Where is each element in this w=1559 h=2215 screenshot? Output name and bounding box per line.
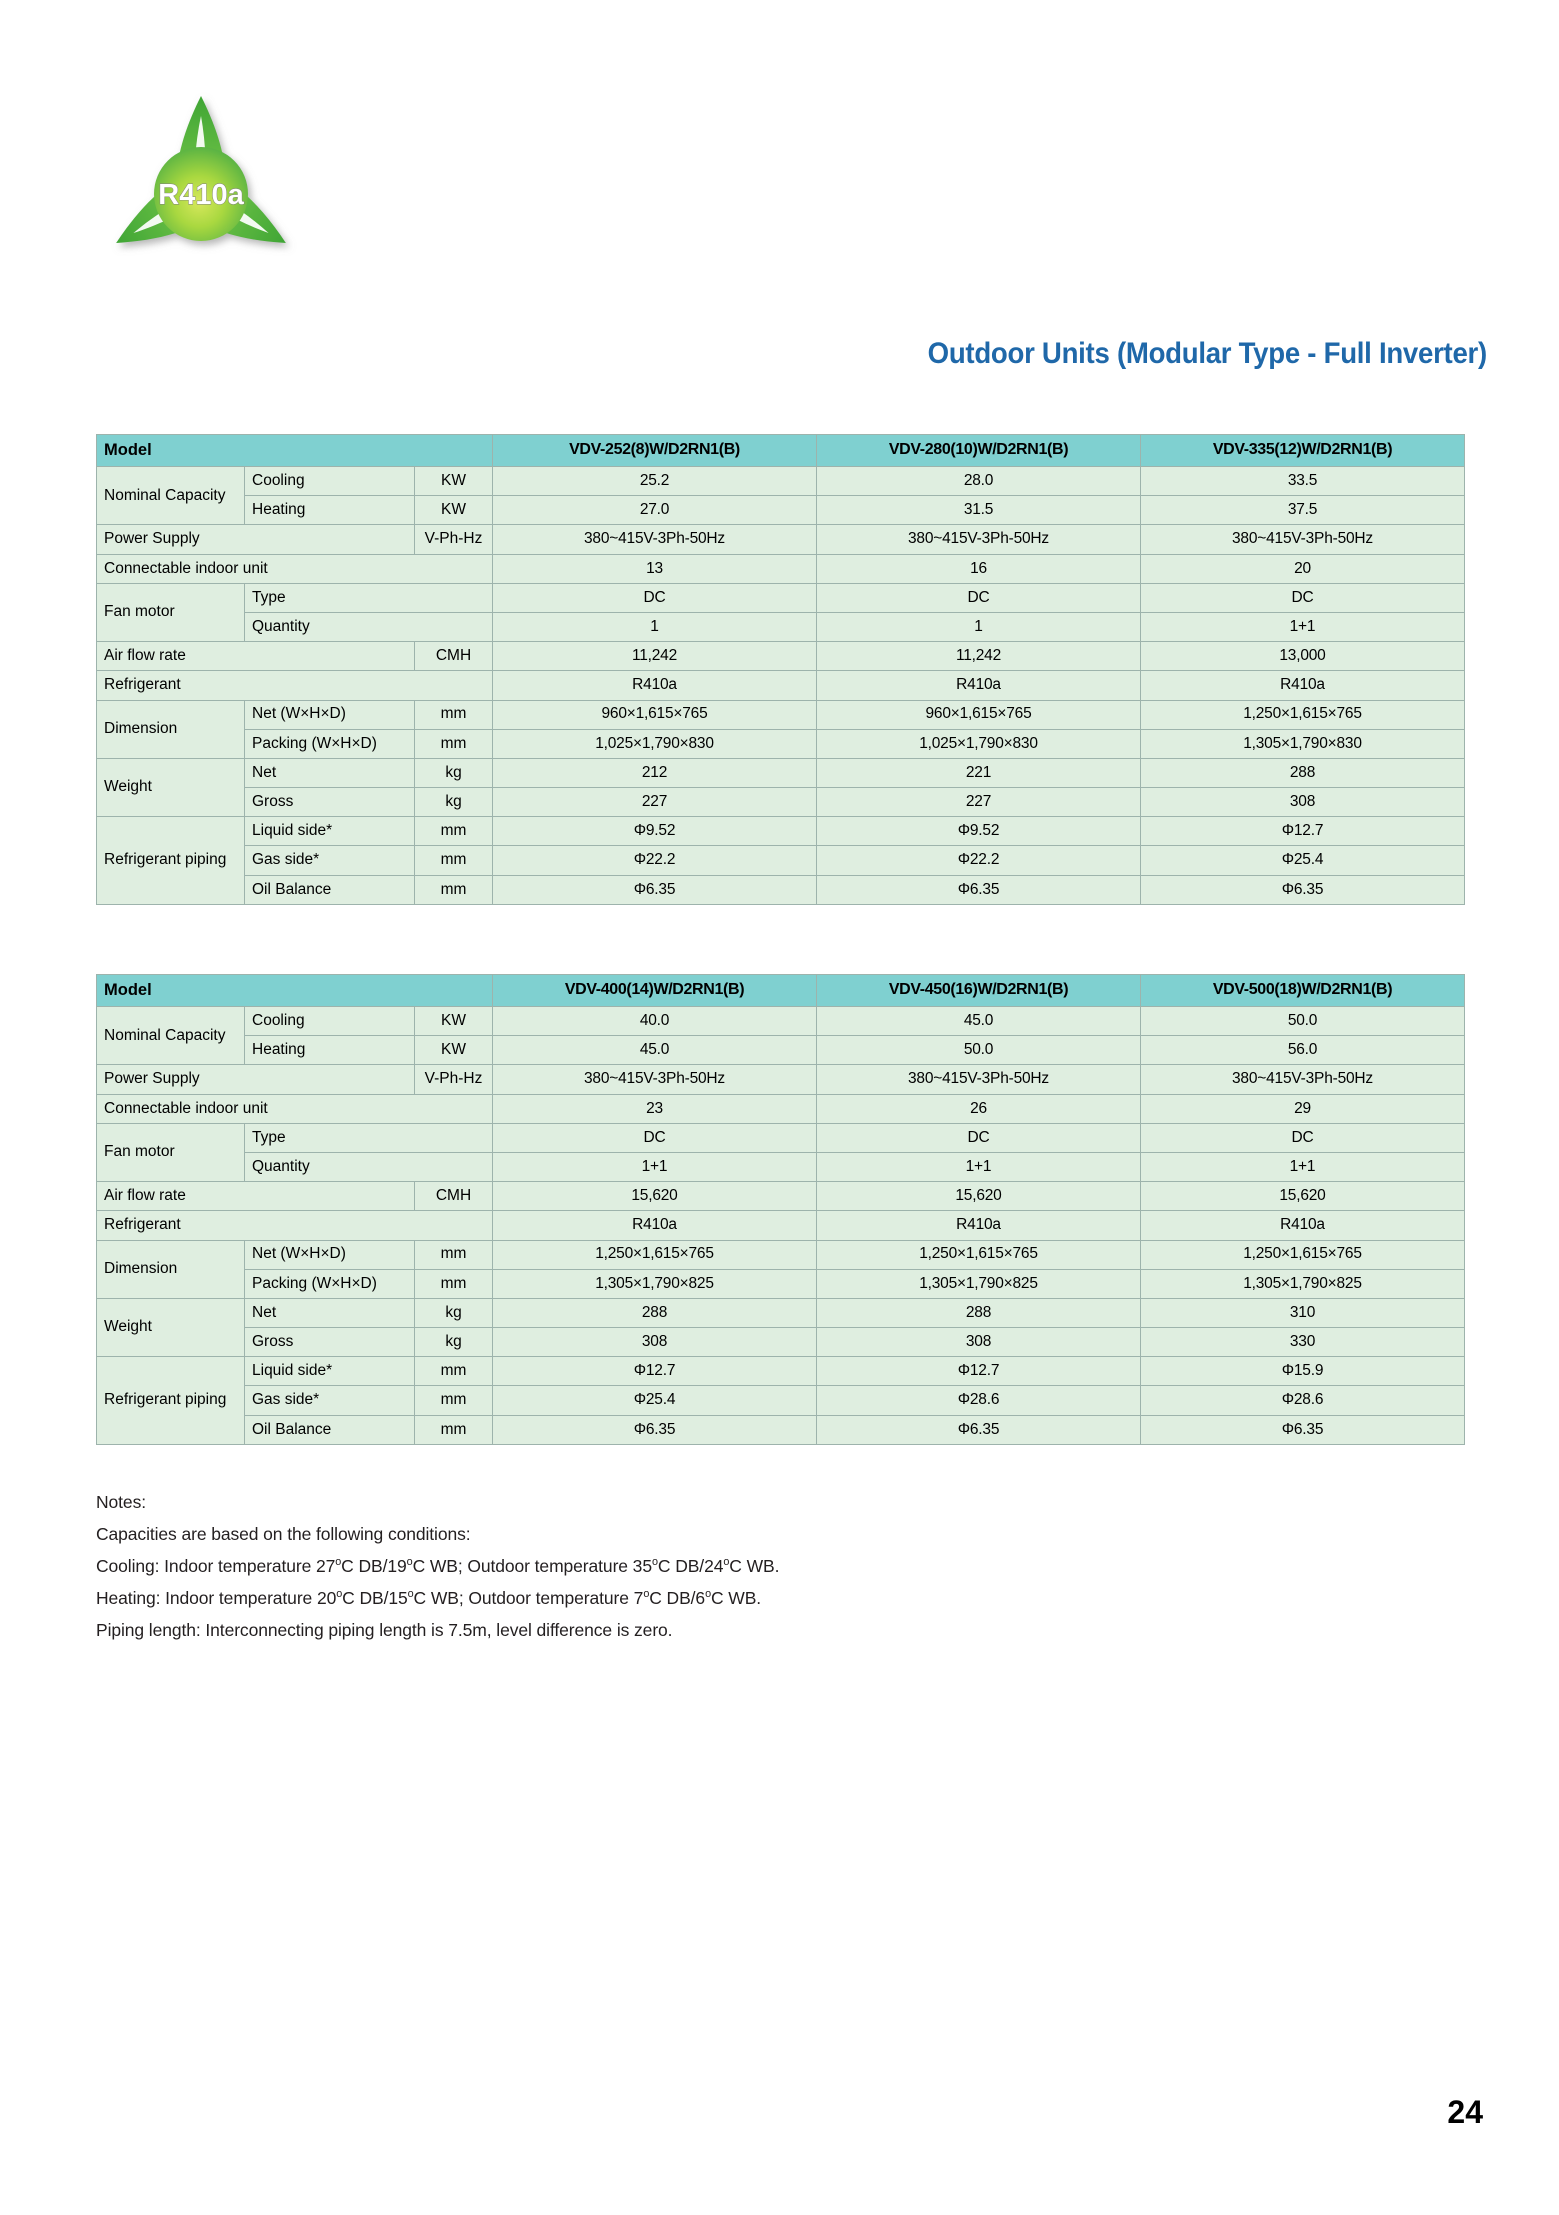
cell-value: 221 — [817, 758, 1141, 787]
row-unit: mm — [415, 1269, 493, 1298]
cell-value: Φ25.4 — [493, 1386, 817, 1415]
header-model-1: VDV-400(14)W/D2RN1(B) — [493, 975, 817, 1007]
row-sub-label: Gas side* — [245, 1386, 415, 1415]
cell-value: 40.0 — [493, 1007, 817, 1036]
row-unit: mm — [415, 846, 493, 875]
cell-value: DC — [817, 583, 1141, 612]
cell-value: 310 — [1141, 1298, 1465, 1327]
r410a-leaf-logo — [96, 78, 306, 278]
row-sub-label: Type — [245, 583, 493, 612]
row-group-label: Power Supply — [97, 1065, 415, 1094]
cell-value: 45.0 — [817, 1007, 1141, 1036]
cell-value: 11,242 — [817, 642, 1141, 671]
table-row — [97, 467, 1465, 496]
row-sub-label: Net — [245, 1298, 415, 1327]
cell-value: Φ12.7 — [1141, 817, 1465, 846]
row-group-label: Air flow rate — [97, 642, 415, 671]
row-sub-label: Net (W×H×D) — [245, 700, 415, 729]
notes-heading: Notes: — [96, 1492, 146, 1512]
cell-value: R410a — [493, 1211, 817, 1240]
table-row — [97, 846, 1465, 875]
cell-value: Φ22.2 — [493, 846, 817, 875]
row-group-label: Air flow rate — [97, 1182, 415, 1211]
cell-value: 1,250×1,615×765 — [493, 1240, 817, 1269]
cell-value: 1,250×1,615×765 — [1141, 700, 1465, 729]
cell-value: R410a — [817, 671, 1141, 700]
row-unit: KW — [415, 1036, 493, 1065]
cell-value: 23 — [493, 1094, 817, 1123]
table-row — [97, 1357, 1465, 1386]
cell-value: 1+1 — [493, 1152, 817, 1181]
row-unit: KW — [415, 467, 493, 496]
table-row — [97, 554, 1465, 583]
notes-intro: Capacities are based on the following conditions: — [96, 1524, 471, 1544]
cell-value: 28.0 — [817, 467, 1141, 496]
r410a-logo — [96, 78, 306, 278]
row-sub-label: Liquid side* — [245, 817, 415, 846]
row-group-label: Refrigerant piping — [97, 817, 245, 905]
row-group-label: Fan motor — [97, 583, 245, 641]
page-title: Outdoor Units (Modular Type - Full Inverter) — [927, 337, 1487, 370]
cell-value: 13,000 — [1141, 642, 1465, 671]
table-row — [97, 788, 1465, 817]
row-group-label: Nominal Capacity — [97, 467, 245, 525]
row-sub-label: Cooling — [245, 467, 415, 496]
cell-value: 26 — [817, 1094, 1141, 1123]
notes-cooling: Cooling: Indoor temperature 27$^o$C DB/19$^o$C WB; Outdoor temperature 35$^o$C DB/24$^o$C WB. — [96, 1556, 780, 1576]
row-unit: kg — [415, 1328, 493, 1357]
cell-value: 1,305×1,790×825 — [1141, 1269, 1465, 1298]
header-model-2: VDV-280(10)W/D2RN1(B) — [817, 435, 1141, 467]
table-row — [97, 1065, 1465, 1094]
cell-value: Φ6.35 — [493, 875, 817, 904]
row-sub-label: Net — [245, 758, 415, 787]
row-unit: V-Ph-Hz — [415, 525, 493, 554]
cell-value: 31.5 — [817, 496, 1141, 525]
spec-table-1-body — [97, 435, 1465, 905]
row-sub-label: Gross — [245, 788, 415, 817]
header-model-2: VDV-450(16)W/D2RN1(B) — [817, 975, 1141, 1007]
cell-value: 1,250×1,615×765 — [817, 1240, 1141, 1269]
cell-value: 16 — [817, 554, 1141, 583]
header-model-3: VDV-335(12)W/D2RN1(B) — [1141, 435, 1465, 467]
table-row — [97, 1036, 1465, 1065]
cell-value: DC — [1141, 583, 1465, 612]
row-unit: V-Ph-Hz — [415, 1065, 493, 1094]
row-group-label: Power Supply — [97, 525, 415, 554]
cell-value: 288 — [493, 1298, 817, 1327]
cell-value: 37.5 — [1141, 496, 1465, 525]
cell-value: 1,305×1,790×830 — [1141, 729, 1465, 758]
row-group-label: Nominal Capacity — [97, 1007, 245, 1065]
row-sub-label: Oil Balance — [245, 1415, 415, 1444]
table-row — [97, 1386, 1465, 1415]
table-row — [97, 1328, 1465, 1357]
cell-value: 1+1 — [817, 1152, 1141, 1181]
cell-value: 45.0 — [493, 1036, 817, 1065]
cell-value: Φ12.7 — [817, 1357, 1141, 1386]
row-sub-label: Heating — [245, 1036, 415, 1065]
cell-value: Φ15.9 — [1141, 1357, 1465, 1386]
row-unit: mm — [415, 817, 493, 846]
row-unit: kg — [415, 1298, 493, 1327]
row-group-label: Weight — [97, 758, 245, 816]
cell-value: 27.0 — [493, 496, 817, 525]
cell-value: 1,305×1,790×825 — [493, 1269, 817, 1298]
cell-value: 380~415V-3Ph-50Hz — [493, 1065, 817, 1094]
spec-table-2-body — [97, 975, 1465, 1445]
row-group-label: Refrigerant — [97, 671, 493, 700]
table-row — [97, 612, 1465, 641]
cell-value: R410a — [493, 671, 817, 700]
cell-value: 50.0 — [1141, 1007, 1465, 1036]
cell-value: 380~415V-3Ph-50Hz — [817, 1065, 1141, 1094]
table-row — [97, 496, 1465, 525]
table-row — [97, 875, 1465, 904]
cell-value: 11,242 — [493, 642, 817, 671]
notes-block — [96, 1494, 1296, 1654]
table-row — [97, 671, 1465, 700]
table-row — [97, 729, 1465, 758]
row-sub-label: Packing (W×H×D) — [245, 1269, 415, 1298]
table-header-row — [97, 975, 1465, 1007]
row-sub-label: Type — [245, 1123, 493, 1152]
cell-value: 25.2 — [493, 467, 817, 496]
header-model-1: VDV-252(8)W/D2RN1(B) — [493, 435, 817, 467]
table-row — [97, 758, 1465, 787]
cell-value: 1,025×1,790×830 — [817, 729, 1141, 758]
cell-value: Φ6.35 — [817, 875, 1141, 904]
row-group-label: Fan motor — [97, 1123, 245, 1181]
table-row — [97, 1298, 1465, 1327]
cell-value: 960×1,615×765 — [817, 700, 1141, 729]
row-unit: CMH — [415, 642, 493, 671]
cell-value: Φ12.7 — [493, 1357, 817, 1386]
cell-value: Φ9.52 — [493, 817, 817, 846]
row-sub-label: Quantity — [245, 1152, 493, 1181]
table-row — [97, 1269, 1465, 1298]
spec-table-2 — [96, 974, 1465, 1445]
row-group-label: Dimension — [97, 1240, 245, 1298]
row-unit: mm — [415, 1357, 493, 1386]
cell-value: 33.5 — [1141, 467, 1465, 496]
cell-value: Φ25.4 — [1141, 846, 1465, 875]
cell-value: 1,305×1,790×825 — [817, 1269, 1141, 1298]
row-group-label: Weight — [97, 1298, 245, 1356]
cell-value: 308 — [493, 1328, 817, 1357]
cell-value: Φ9.52 — [817, 817, 1141, 846]
row-group-label: Refrigerant — [97, 1211, 493, 1240]
cell-value: 380~415V-3Ph-50Hz — [493, 525, 817, 554]
cell-value: 50.0 — [817, 1036, 1141, 1065]
row-unit: mm — [415, 875, 493, 904]
cell-value: 1 — [817, 612, 1141, 641]
cell-value: Φ28.6 — [1141, 1386, 1465, 1415]
cell-value: R410a — [817, 1211, 1141, 1240]
row-unit: mm — [415, 1415, 493, 1444]
cell-value: Φ28.6 — [817, 1386, 1141, 1415]
row-group-label: Connectable indoor unit — [97, 554, 493, 583]
cell-value: DC — [493, 1123, 817, 1152]
row-sub-label: Gross — [245, 1328, 415, 1357]
cell-value: R410a — [1141, 1211, 1465, 1240]
cell-value: 1,025×1,790×830 — [493, 729, 817, 758]
row-sub-label: Net (W×H×D) — [245, 1240, 415, 1269]
cell-value: Φ6.35 — [1141, 875, 1465, 904]
row-sub-label: Cooling — [245, 1007, 415, 1036]
row-unit: kg — [415, 758, 493, 787]
row-unit: KW — [415, 496, 493, 525]
row-sub-label: Gas side* — [245, 846, 415, 875]
logo-text: R410a — [158, 179, 244, 211]
cell-value: Φ6.35 — [1141, 1415, 1465, 1444]
cell-value: 960×1,615×765 — [493, 700, 817, 729]
row-unit: mm — [415, 729, 493, 758]
cell-value: 13 — [493, 554, 817, 583]
row-unit: CMH — [415, 1182, 493, 1211]
cell-value: 212 — [493, 758, 817, 787]
cell-value: 227 — [817, 788, 1141, 817]
cell-value: Φ22.2 — [817, 846, 1141, 875]
row-group-label: Refrigerant piping — [97, 1357, 245, 1445]
cell-value: DC — [817, 1123, 1141, 1152]
table-row — [97, 1094, 1465, 1123]
cell-value: 1+1 — [1141, 1152, 1465, 1181]
header-model-label: Model — [97, 975, 493, 1007]
row-sub-label: Liquid side* — [245, 1357, 415, 1386]
cell-value: 20 — [1141, 554, 1465, 583]
table-row — [97, 525, 1465, 554]
cell-value: 29 — [1141, 1094, 1465, 1123]
header-model-label: Model — [97, 435, 493, 467]
table-header-row — [97, 435, 1465, 467]
row-sub-label: Packing (W×H×D) — [245, 729, 415, 758]
cell-value: 380~415V-3Ph-50Hz — [1141, 1065, 1465, 1094]
cell-value: 288 — [1141, 758, 1465, 787]
table-row — [97, 1123, 1465, 1152]
row-unit: KW — [415, 1007, 493, 1036]
cell-value: 15,620 — [817, 1182, 1141, 1211]
row-unit: mm — [415, 1386, 493, 1415]
table-row — [97, 583, 1465, 612]
cell-value: 1,250×1,615×765 — [1141, 1240, 1465, 1269]
row-group-label: Connectable indoor unit — [97, 1094, 493, 1123]
cell-value: 1 — [493, 612, 817, 641]
cell-value: 330 — [1141, 1328, 1465, 1357]
cell-value: 15,620 — [493, 1182, 817, 1211]
row-sub-label: Oil Balance — [245, 875, 415, 904]
notes-piping: Piping length: Interconnecting piping length is 7.5m, level difference is zero. — [96, 1620, 673, 1640]
table-row — [97, 1152, 1465, 1181]
cell-value: Φ6.35 — [817, 1415, 1141, 1444]
cell-value: Φ6.35 — [493, 1415, 817, 1444]
notes-heating: Heating: Indoor temperature 20$^o$C DB/15$^o$C WB; Outdoor temperature 7$^o$C DB/6$^o$C WB. — [96, 1588, 762, 1608]
cell-value: 15,620 — [1141, 1182, 1465, 1211]
table-row — [97, 1211, 1465, 1240]
page-number: 24 — [1447, 2094, 1483, 2130]
cell-value: 1+1 — [1141, 612, 1465, 641]
table-row — [97, 817, 1465, 846]
table-row — [97, 1182, 1465, 1211]
cell-value: 227 — [493, 788, 817, 817]
cell-value: DC — [493, 583, 817, 612]
cell-value: 56.0 — [1141, 1036, 1465, 1065]
table-row — [97, 1007, 1465, 1036]
table-row — [97, 642, 1465, 671]
cell-value: DC — [1141, 1123, 1465, 1152]
table-row — [97, 1240, 1465, 1269]
row-sub-label: Heating — [245, 496, 415, 525]
row-unit: mm — [415, 1240, 493, 1269]
cell-value: 308 — [1141, 788, 1465, 817]
row-unit: kg — [415, 788, 493, 817]
cell-value: R410a — [1141, 671, 1465, 700]
row-group-label: Dimension — [97, 700, 245, 758]
header-model-3: VDV-500(18)W/D2RN1(B) — [1141, 975, 1465, 1007]
table-row — [97, 1415, 1465, 1444]
row-sub-label: Quantity — [245, 612, 493, 641]
spec-table-1 — [96, 434, 1465, 905]
cell-value: 308 — [817, 1328, 1141, 1357]
cell-value: 380~415V-3Ph-50Hz — [817, 525, 1141, 554]
cell-value: 288 — [817, 1298, 1141, 1327]
row-unit: mm — [415, 700, 493, 729]
table-row — [97, 700, 1465, 729]
cell-value: 380~415V-3Ph-50Hz — [1141, 525, 1465, 554]
